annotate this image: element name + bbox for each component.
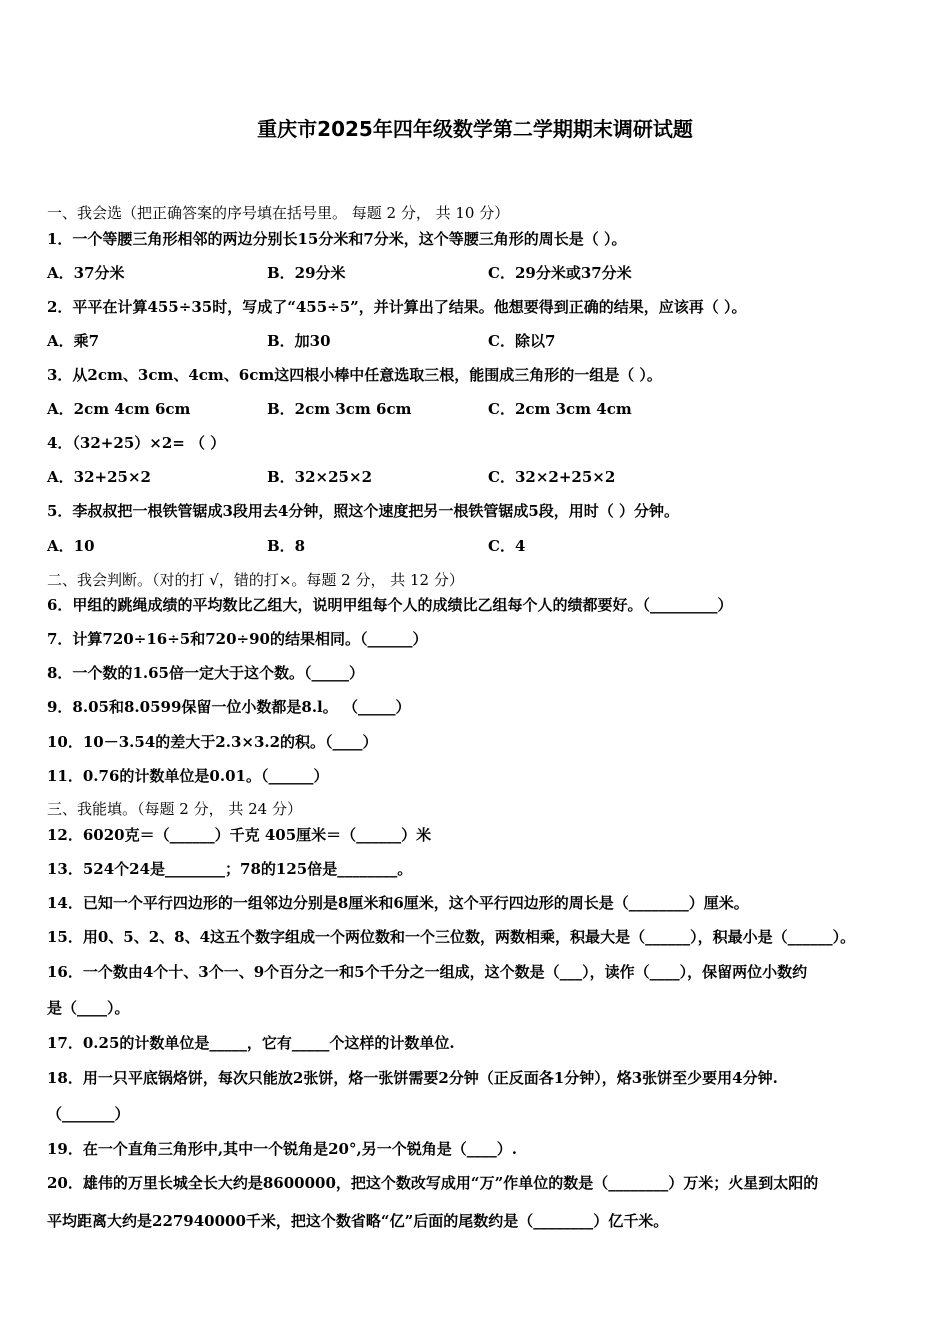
question-6: 6．甲组的跳绳成绩的平均数比乙组大，说明甲组每个人的成绩比乙组每个人的绩都要好。（_________）	[47, 596, 733, 614]
option-3a: A．2cm 4cm 6cm	[47, 400, 191, 418]
page-title: 重庆市2025年四年级数学第二学期期末调研试题	[257, 117, 693, 141]
option-5c: C．4	[488, 537, 526, 555]
question-20: 20．雄伟的万里长城全长大约是8600000，把这个数改写成用“万”作单位的数是（________）万米；火星到太阳的	[47, 1174, 819, 1192]
question-20-cont: 平均距离大约是227940000千米，把这个数省略“亿”后面的尾数约是（________）亿千米。	[47, 1212, 669, 1230]
section-heading-judge: 二、我会判断。（对的打 √，错的打×。每题 2 分， 共 12 分）	[47, 571, 464, 589]
option-3b: B．2cm 3cm 6cm	[267, 400, 412, 418]
question-12: 12．6020克＝（______）千克 405厘米＝（______）米	[47, 826, 432, 844]
option-5a: A．10	[47, 537, 95, 555]
option-5b: B．8	[267, 537, 306, 555]
option-2a: A．乘7	[47, 332, 100, 350]
question-18: 18．用一只平底锅烙饼，每次只能放2张饼，烙一张饼需要2分钟（正反面各1分钟），烙3张饼至少要用4分钟.	[47, 1069, 778, 1087]
question-10: 10．10－3.54的差大于2.3×3.2的积。（____）	[47, 733, 378, 751]
option-4a: A．32+25×2	[47, 468, 151, 486]
question-5: 5．李叔叔把一根铁管锯成3段用去4分钟，照这个速度把另一根铁管锯成5段，用时（ ）分钟。	[47, 502, 679, 520]
question-15: 15．用0、5、2、8、4这五个数字组成一个两位数和一个三位数，两数相乘，积最大是（______），积最小是（______）。	[47, 928, 856, 946]
option-2b: B．加30	[267, 332, 331, 350]
option-1c: C．29分米或37分米	[488, 264, 632, 282]
question-16-cont: 是（____）。	[47, 999, 130, 1017]
question-2: 2．平平在计算455÷35时，写成了“455÷5”，并计算出了结果。他想要得到正确的结果，应该再（ ）。	[47, 298, 747, 316]
option-1a: A．37分米	[47, 264, 125, 282]
question-17: 17．0.25的计数单位是_____，它有_____个这样的计数单位.	[47, 1034, 455, 1052]
question-8: 8．一个数的1.65倍一定大于这个数。（_____）	[47, 664, 364, 682]
question-13: 13．524个24是________；78的125倍是________。	[47, 860, 413, 878]
question-16: 16．一个数由4个十、3个一、9个百分之一和5个千分之一组成，这个数是（___），读作（____），保留两位小数约	[47, 963, 808, 981]
section-heading-choice: 一、我会选（把正确答案的序号填在括号里。 每题 2 分， 共 10 分）	[47, 204, 510, 222]
question-1: 1．一个等腰三角形相邻的两边分别长15分米和7分米，这个等腰三角形的周长是（ ）。	[47, 230, 627, 248]
option-1b: B．29分米	[267, 264, 346, 282]
question-7: 7．计算720÷16÷5和720÷90的结果相同。（______）	[47, 630, 428, 648]
question-3: 3．从2cm、3cm、4cm、6cm这四根小棒中任意选取三根，能围成三角形的一组是（ ）。	[47, 366, 662, 384]
option-4c: C．32×2+25×2	[488, 468, 616, 486]
question-9: 9．8.05和8.0599保留一位小数都是8.l。 （_____）	[47, 698, 411, 716]
option-2c: C．除以7	[488, 332, 556, 350]
question-11: 11．0.76的计数单位是0.01。（______）	[47, 767, 329, 785]
question-18-cont: （_______）	[47, 1105, 130, 1123]
option-3c: C．2cm 3cm 4cm	[488, 400, 632, 418]
question-14: 14．已知一个平行四边形的一组邻边分别是8厘米和6厘米，这个平行四边形的周长是（________）厘米。	[47, 894, 749, 912]
question-4: 4．（32+25）×2= （ ）	[47, 434, 226, 452]
question-19: 19．在一个直角三角形中,其中一个锐角是20°,另一个锐角是（____）.	[47, 1140, 517, 1158]
section-heading-fill: 三、我能填。（每题 2 分， 共 24 分）	[47, 800, 302, 818]
option-4b: B．32×25×2	[267, 468, 373, 486]
